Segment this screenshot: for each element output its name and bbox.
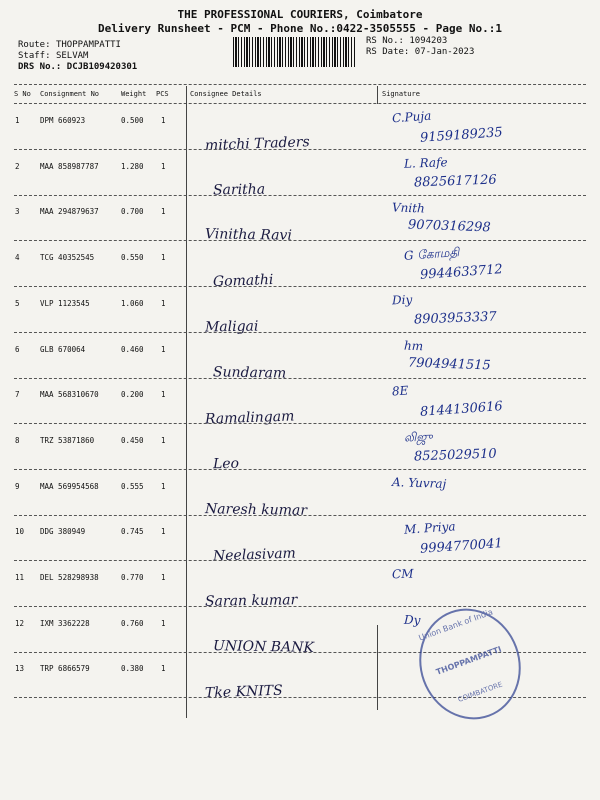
drs-line: [18, 62, 137, 72]
drs-label: DRS No.:: [18, 62, 62, 72]
row-pcs: 1: [161, 664, 166, 674]
row-consignee: Saritha: [212, 181, 266, 199]
row-sno: 1: [15, 116, 20, 125]
row-signature-phone: 8144130616: [419, 399, 504, 421]
row-signature: C.Puja: [391, 108, 432, 126]
row-consignment: DPM 660923: [40, 116, 86, 125]
row-signature: L. Rafe: [403, 154, 448, 171]
column-rule-signature: [377, 86, 378, 104]
row-weight: 0.555: [121, 481, 144, 491]
row-consignee: Maligai: [204, 318, 259, 336]
stamp-city: COIMBATORE: [456, 680, 504, 704]
row-weight: 1.280: [121, 161, 144, 171]
row-weight: 0.450: [121, 435, 144, 445]
row-pcs: 1: [161, 253, 166, 263]
staff-line: [18, 51, 88, 61]
row-signature: லிஜு: [403, 429, 433, 445]
row-signature: G கோமதி: [403, 245, 460, 264]
row-signature-phone: 8825617126: [413, 172, 497, 191]
row-sno: 11: [15, 573, 25, 582]
row-consignment: DEL 528298938: [40, 573, 99, 582]
route-value: THOPPAMPATTI: [55, 40, 121, 50]
row-pcs: 1: [161, 116, 166, 125]
col-consignee: Consignee Details: [190, 90, 262, 98]
row-weight: 0.460: [121, 344, 144, 354]
row-sno: 7: [15, 390, 20, 400]
rs-no-line: [366, 36, 447, 46]
row-consignment: IXM 3362228: [40, 618, 90, 628]
col-signature: Signature: [382, 90, 420, 98]
row-sno: 4: [15, 253, 20, 263]
col-sno: S No: [14, 90, 31, 98]
row-consignee: Tke KNITS: [204, 683, 283, 702]
row-consignment: GLB 670064: [40, 344, 86, 354]
runsheet-subtitle: Delivery Runsheet - PCM - Phone No.:0422-3505555 - Page No.:1: [98, 22, 502, 35]
row-signature-phone: 8903953337: [413, 309, 497, 328]
row-weight: 0.550: [121, 253, 144, 263]
staff-label: Staff:: [18, 51, 51, 61]
row-consignment: DDG 380949: [40, 527, 86, 537]
column-rule-consignee: [186, 86, 187, 718]
row-signature-phone: 9159189235: [419, 125, 504, 146]
row-divider: [14, 332, 586, 333]
row-weight: 0.380: [121, 664, 144, 674]
row-consignee: Ramalingam: [204, 408, 295, 428]
stamp-branch: THOPPAMPATTI: [434, 644, 503, 677]
row-sno: 8: [15, 435, 20, 445]
row-weight: 0.745: [121, 527, 144, 537]
row-consignment: MAA 294879637: [40, 207, 99, 217]
row-weight: 0.770: [121, 573, 144, 582]
row-consignment: MAA 568310670: [40, 390, 99, 400]
row-consignee: Neelasivam: [212, 545, 297, 565]
col-weight: Weight: [121, 90, 147, 98]
col-pcs: PCS: [156, 90, 169, 98]
row-consignee: Saran kumar: [204, 592, 298, 610]
row-sno: 12: [15, 618, 25, 628]
header-divider-bottom: [14, 103, 586, 104]
row-consignee: Leo: [212, 455, 240, 473]
row-signature: Dy: [403, 612, 421, 627]
row-pcs: 1: [161, 618, 166, 628]
row-consignment: TCG 40352545: [40, 253, 95, 263]
row-signature-phone: 9070316298: [407, 217, 491, 236]
row-sno: 5: [15, 298, 20, 308]
staff-value: SELVAM: [55, 51, 89, 61]
row-consignee: Vinitha Ravi: [204, 226, 293, 245]
drs-value: DCJB109420301: [66, 62, 138, 72]
row-divider: [14, 378, 586, 379]
row-pcs: 1: [161, 390, 166, 400]
row-sno: 2: [15, 161, 20, 171]
row-consignment: TRZ 53871860: [40, 435, 95, 445]
col-consignment: Consignment No: [40, 90, 100, 98]
row-consignee: Naresh kumar: [204, 500, 308, 519]
row-consignee: UNION BANK: [212, 637, 315, 656]
row-signature-phone: 9944633712: [419, 262, 504, 283]
rs-date-label: RS Date:: [366, 47, 410, 57]
row-consignee: Sundaram: [212, 363, 287, 382]
row-consignment: MAA 858987787: [40, 161, 99, 171]
row-sno: 6: [15, 344, 20, 354]
row-consignment: MAA 569954568: [40, 481, 99, 491]
row-consignment: VLP 1123545: [40, 298, 90, 308]
row-divider: [14, 515, 586, 516]
row-signature: M. Priya: [403, 519, 456, 538]
row-signature: hm: [403, 338, 424, 353]
row-signature-phone: 9994770041: [419, 536, 504, 558]
row-weight: 0.200: [121, 390, 144, 400]
row-pcs: 1: [161, 298, 166, 308]
row-consignment: TRP 6866579: [40, 664, 90, 674]
row-signature-phone: 8525029510: [413, 446, 497, 465]
row-pcs: 1: [161, 344, 166, 354]
row-weight: 1.060: [121, 298, 144, 308]
row-signature: A. Yuvraj: [391, 474, 447, 491]
row-sno: 9: [15, 481, 20, 491]
row-pcs: 1: [161, 207, 166, 217]
rs-date-line: [366, 47, 474, 57]
row-consignee: Gomathi: [212, 272, 274, 291]
row-pcs: 1: [161, 481, 166, 491]
row-divider: [14, 240, 586, 241]
row-divider: [14, 286, 586, 287]
row-signature-phone: 7904941515: [407, 355, 491, 373]
row-signature: Vnith: [391, 200, 426, 216]
rs-no-value: 1094203: [409, 36, 448, 46]
row-pcs: 1: [161, 527, 166, 537]
row-sno: 3: [15, 207, 20, 217]
row-weight: 0.700: [121, 207, 144, 217]
route-line: [18, 40, 121, 50]
row-divider: [14, 149, 586, 150]
row-sno: 13: [15, 664, 25, 674]
header-divider-top: [14, 84, 586, 85]
row-divider: [14, 423, 586, 424]
row-signature: 8E: [391, 383, 409, 399]
row-signature: CM: [391, 566, 414, 582]
row-pcs: 1: [161, 161, 166, 171]
stamp-bank: Union Bank of India: [417, 607, 495, 643]
row-divider: [14, 195, 586, 196]
row-divider: [14, 560, 586, 561]
bank-stamp: [404, 594, 536, 733]
company-title: THE PROFESSIONAL COURIERS, Coimbatore: [177, 8, 423, 21]
row-divider: [14, 469, 586, 470]
row-weight: 0.760: [121, 618, 144, 628]
route-label: Route:: [18, 40, 51, 50]
barcode: [233, 37, 355, 67]
row-pcs: 1: [161, 573, 166, 582]
row-sno: 10: [15, 527, 25, 537]
row-weight: 0.500: [121, 116, 144, 125]
rs-date-value: 07-Jan-2023: [414, 47, 475, 57]
rs-no-label: RS No.:: [366, 36, 404, 46]
row-consignee: mitchi Traders: [204, 134, 310, 154]
row-pcs: 1: [161, 435, 166, 445]
row-signature: Diy: [391, 292, 413, 308]
